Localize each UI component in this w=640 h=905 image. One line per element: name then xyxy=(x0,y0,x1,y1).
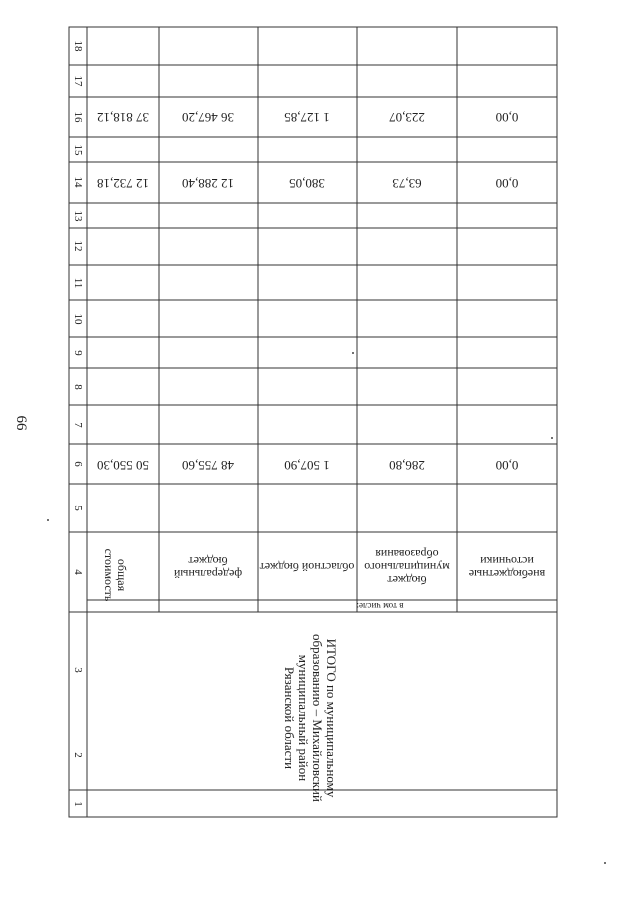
column-number-12: 12 xyxy=(72,240,84,252)
scan-speck xyxy=(47,519,49,521)
cell-total-col14: 12 732,18 xyxy=(97,176,149,191)
table-title: ИТОГО по муниципальному образованию – Михайловский муниципальный район Рязанской области xyxy=(282,634,339,802)
column-number-17: 17 xyxy=(72,75,84,87)
column-number-7: 7 xyxy=(72,422,84,428)
cell-municipal-col6: 286,80 xyxy=(389,458,425,473)
column-number-3: 3 xyxy=(72,667,84,673)
column-number-13: 13 xyxy=(72,210,84,222)
scan-speck xyxy=(352,352,354,354)
column-number-15: 15 xyxy=(72,144,84,156)
column-number-18: 18 xyxy=(72,40,84,52)
column-number-6: 6 xyxy=(72,461,84,467)
cell-total-col6: 50 550,30 xyxy=(97,458,149,473)
scan-speck xyxy=(551,437,553,439)
column-number-4: 4 xyxy=(72,569,84,575)
cell-regional-col14: 380,05 xyxy=(289,176,325,191)
column-number-16: 16 xyxy=(72,111,84,123)
cell-federal-col14: 12 288,40 xyxy=(182,176,234,191)
subheader: в том числе: xyxy=(356,601,404,611)
cell-extrabudget-col6: 0,00 xyxy=(495,458,519,473)
row-label-extrabudget: внебюджетные источники xyxy=(468,554,546,581)
column-number-14: 14 xyxy=(72,176,84,188)
column-number-9: 9 xyxy=(72,350,84,356)
row-label-federal: федеральный бюджет xyxy=(173,554,243,581)
row-label-regional: областной бюджет xyxy=(259,560,355,575)
cell-extrabudget-col16: 0,00 xyxy=(495,110,519,125)
cell-federal-col16: 36 467,20 xyxy=(182,110,234,125)
cell-extrabudget-col14: 0,00 xyxy=(495,176,519,191)
page-number: 66 xyxy=(13,415,30,431)
row-label-total: общая стоимость xyxy=(102,548,129,602)
cell-regional-col6: 1 507,90 xyxy=(284,458,330,473)
column-number-10: 10 xyxy=(72,313,84,325)
cell-municipal-col14: 63,73 xyxy=(392,176,422,191)
column-number-2: 2 xyxy=(72,752,84,758)
row-label-municipal: бюджет муниципального образования xyxy=(364,547,450,588)
cell-regional-col16: 1 127,85 xyxy=(284,110,330,125)
column-number-11: 11 xyxy=(72,277,84,289)
cell-federal-col6: 48 755,60 xyxy=(182,458,234,473)
cell-municipal-col16: 223,07 xyxy=(389,110,425,125)
cell-total-col16: 37 818,12 xyxy=(97,110,149,125)
scan-speck xyxy=(604,862,606,864)
column-number-1: 1 xyxy=(72,801,84,807)
column-number-5: 5 xyxy=(72,505,84,511)
column-number-8: 8 xyxy=(72,384,84,390)
